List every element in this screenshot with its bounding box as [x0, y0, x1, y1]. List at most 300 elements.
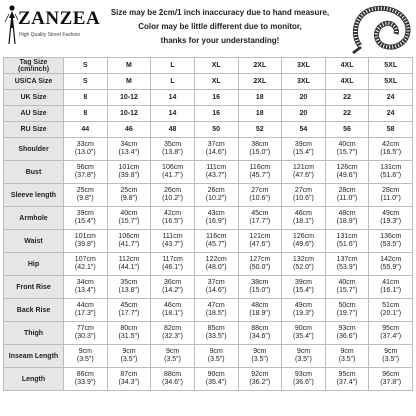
- size-value-cell: 4XL: [325, 74, 369, 90]
- row-label: UK Size: [4, 90, 64, 106]
- cm-value: 137cm: [336, 256, 358, 263]
- notice-line: Color may be little different due to monitor,: [138, 22, 302, 31]
- measurement-row: [4, 276, 413, 299]
- cm-value: 50cm: [338, 302, 356, 309]
- inch-value: (43.7"): [162, 241, 183, 248]
- cm-value: 96cm: [76, 164, 94, 171]
- measurement-cell: [282, 161, 326, 184]
- cm-value: 126cm: [292, 233, 314, 240]
- measurement-cell: [369, 253, 413, 276]
- header: [0, 0, 416, 57]
- measurement-cell: [369, 138, 413, 161]
- inch-value: (53.5"): [380, 241, 402, 248]
- measurement-cell: [194, 184, 238, 207]
- cm-value: 34cm: [76, 279, 94, 286]
- measurement-cell: [369, 368, 413, 391]
- cm-value: 40cm: [120, 210, 138, 217]
- row-label: Armhole: [4, 207, 64, 230]
- size-value-cell: 50: [194, 122, 238, 138]
- inch-value: (13.8"): [118, 287, 140, 294]
- measurement-cell: [282, 345, 326, 368]
- measurement-cell: [107, 368, 151, 391]
- size-value-cell: 54: [282, 122, 326, 138]
- row-label: Hip: [4, 253, 64, 276]
- inch-value: (51.6"): [380, 172, 402, 179]
- inch-value: (10.6"): [293, 195, 314, 202]
- measurement-cell: [107, 184, 151, 207]
- size-value-cell: L: [151, 58, 195, 74]
- inch-value: (16.9"): [205, 218, 227, 225]
- cm-value: 45cm: [120, 302, 138, 309]
- inch-value: (47.6"): [293, 172, 314, 179]
- cm-value: 36cm: [164, 279, 182, 286]
- size-value-cell: 10-12: [107, 106, 151, 122]
- row-label: Thigh: [4, 322, 64, 345]
- cm-value: 48cm: [338, 210, 356, 217]
- cm-value: 49cm: [382, 210, 400, 217]
- inch-value: (15.7"): [336, 287, 358, 294]
- measurement-cell: [282, 138, 326, 161]
- inch-value: (18.9"): [336, 218, 358, 225]
- inch-value: (10.2"): [205, 195, 227, 202]
- cm-value: 111cm: [206, 164, 227, 171]
- measurement-cell: [369, 230, 413, 253]
- measurement-row: [4, 230, 413, 253]
- cm-value: 95cm: [338, 371, 356, 378]
- size-value-cell: 52: [238, 122, 282, 138]
- inch-value: (37.4"): [380, 333, 402, 340]
- row-label: AU Size: [4, 106, 64, 122]
- row-label: Sleeve length: [4, 184, 64, 207]
- size-value-cell: 58: [369, 122, 413, 138]
- measurement-cell: [369, 276, 413, 299]
- inch-value: (39.8"): [118, 172, 140, 179]
- inch-value: (3.5"): [164, 356, 181, 363]
- measurement-cell: [64, 368, 108, 391]
- size-header-row: [4, 74, 413, 90]
- cm-value: 96cm: [382, 371, 400, 378]
- inch-value: (34.6"): [249, 333, 271, 340]
- measurement-cell: [369, 207, 413, 230]
- inch-value: (13.8"): [162, 149, 183, 156]
- cm-value: 88cm: [251, 325, 269, 332]
- inch-value: (47.6"): [249, 241, 271, 248]
- cm-value: 126cm: [336, 164, 358, 171]
- size-value-cell: S: [64, 74, 108, 90]
- cm-value: 45cm: [251, 210, 269, 217]
- measurement-cell: [369, 161, 413, 184]
- measurement-cell: [238, 276, 282, 299]
- inch-value: (51.6"): [336, 241, 358, 248]
- size-value-cell: S: [64, 58, 108, 74]
- measurement-cell: [194, 276, 238, 299]
- inch-value: (20.1"): [380, 310, 402, 317]
- size-value-cell: 8: [64, 106, 108, 122]
- measurement-row: [4, 184, 413, 207]
- measurement-row: [4, 207, 413, 230]
- measurement-row: [4, 253, 413, 276]
- measurement-cell: [325, 184, 369, 207]
- measurement-cell: [369, 322, 413, 345]
- cm-value: 35cm: [164, 141, 182, 148]
- size-value-cell: M: [107, 74, 151, 90]
- inch-value: (35.4"): [293, 333, 314, 340]
- measurement-cell: [282, 230, 326, 253]
- cm-value: 26cm: [207, 187, 225, 194]
- size-value-cell: 22: [325, 106, 369, 122]
- cm-value: 39cm: [294, 279, 312, 286]
- inch-value: (49.6"): [336, 172, 358, 179]
- inch-value: (13.4"): [118, 149, 140, 156]
- size-value-cell: 4XL: [325, 58, 369, 74]
- cm-value: 127cm: [249, 256, 271, 263]
- cm-value: 37cm: [207, 141, 225, 148]
- notice-line: Size may be 2cm/1 inch inaccuracy due to hand measure,: [110, 8, 330, 17]
- measurement-cell: [325, 299, 369, 322]
- cm-value: 111cm: [162, 233, 183, 240]
- inch-value: (41.7"): [118, 241, 140, 248]
- measurement-cell: [107, 322, 151, 345]
- inch-value: (16.1"): [380, 287, 402, 294]
- cm-value: 9cm: [165, 348, 180, 355]
- cm-value: 27cm: [251, 187, 269, 194]
- size-value-cell: 22: [325, 90, 369, 106]
- inch-value: (18.1"): [293, 218, 314, 225]
- cm-value: 33cm: [76, 141, 94, 148]
- cm-value: 38cm: [251, 279, 269, 286]
- measurement-cell: [194, 138, 238, 161]
- row-label: Waist: [4, 230, 64, 253]
- measurement-cell: [194, 161, 238, 184]
- size-value-cell: XL: [194, 74, 238, 90]
- cm-value: 77cm: [76, 325, 94, 332]
- size-value-cell: L: [151, 74, 195, 90]
- measurement-cell: [282, 253, 326, 276]
- size-value-cell: 16: [194, 90, 238, 106]
- measurement-cell: [64, 184, 108, 207]
- inch-value: (33.5"): [205, 333, 227, 340]
- measurement-cell: [369, 299, 413, 322]
- cm-value: 101cm: [118, 164, 140, 171]
- size-value-cell: 5XL: [369, 58, 413, 74]
- measurement-cell: [194, 299, 238, 322]
- measurement-cell: [238, 138, 282, 161]
- cm-value: 38cm: [251, 141, 269, 148]
- cm-value: 9cm: [340, 348, 354, 355]
- cm-value: 51cm: [382, 302, 400, 309]
- measurement-cell: [238, 345, 282, 368]
- size-value-cell: 48: [151, 122, 195, 138]
- cm-value: 27cm: [294, 187, 312, 194]
- measurement-cell: [325, 138, 369, 161]
- size-value-cell: 3XL: [282, 74, 326, 90]
- row-label: Back Rise: [4, 299, 64, 322]
- inch-value: (13.0"): [74, 149, 96, 156]
- size-value-cell: 2XL: [238, 74, 282, 90]
- row-label: Length: [4, 368, 64, 391]
- inch-value: (3.5"): [76, 356, 94, 363]
- measurement-cell: [64, 276, 108, 299]
- size-header-row: [4, 90, 413, 106]
- cm-value: 90cm: [294, 325, 312, 332]
- measurement-cell: [64, 161, 108, 184]
- size-value-cell: 10-12: [107, 90, 151, 106]
- row-label: Bust: [4, 161, 64, 184]
- measurement-cell: [194, 345, 238, 368]
- row-label: RU Size: [4, 122, 64, 138]
- inch-value: (44.1"): [118, 264, 140, 271]
- cm-value: 88cm: [164, 371, 182, 378]
- cm-value: 9cm: [296, 348, 311, 355]
- cm-value: 106cm: [162, 164, 184, 171]
- measurement-cell: [282, 299, 326, 322]
- cm-value: 43cm: [207, 210, 225, 217]
- cm-value: 92cm: [251, 371, 269, 378]
- inch-value: (19.3"): [380, 218, 402, 225]
- size-value-cell: 5XL: [369, 74, 413, 90]
- measurement-cell: [107, 161, 151, 184]
- cm-value: 9cm: [384, 348, 398, 355]
- cm-value: 122cm: [205, 256, 227, 263]
- row-label: Shoulder: [4, 138, 64, 161]
- cm-value: 35cm: [120, 279, 138, 286]
- row-label: Tag Size (cm/inch): [4, 58, 64, 74]
- measurement-cell: [151, 276, 195, 299]
- size-notice: [98, 6, 342, 48]
- size-value-cell: 18: [238, 90, 282, 106]
- inch-value: (15.0"): [249, 287, 271, 294]
- inch-value: (35.4"): [205, 379, 227, 386]
- measurement-cell: [107, 345, 151, 368]
- inch-value: (52.0"): [293, 264, 314, 271]
- measurement-cell: [151, 253, 195, 276]
- inch-value: (45.7"): [249, 172, 271, 179]
- measurement-cell: [238, 230, 282, 253]
- size-value-cell: 24: [369, 106, 413, 122]
- inch-value: (3.5"): [294, 356, 312, 363]
- cm-value: 87cm: [120, 371, 138, 378]
- row-label: US/CA Size: [4, 74, 64, 90]
- measurement-cell: [151, 322, 195, 345]
- measurement-cell: [194, 230, 238, 253]
- measurement-cell: [151, 184, 195, 207]
- inch-value: (15.7"): [118, 218, 140, 225]
- measurement-cell: [194, 368, 238, 391]
- measurement-cell: [107, 299, 151, 322]
- measurement-cell: [282, 276, 326, 299]
- size-value-cell: 8: [64, 90, 108, 106]
- measurement-cell: [194, 207, 238, 230]
- measurement-cell: [282, 184, 326, 207]
- measurement-cell: [151, 161, 195, 184]
- measurement-cell: [151, 299, 195, 322]
- size-chart-table: [3, 57, 413, 391]
- size-value-cell: 20: [282, 106, 326, 122]
- size-value-cell: XL: [194, 58, 238, 74]
- measurement-cell: [325, 368, 369, 391]
- size-value-cell: 3XL: [282, 58, 326, 74]
- measurement-cell: [282, 368, 326, 391]
- brand-logo: [4, 4, 101, 54]
- measurement-row: [4, 322, 413, 345]
- cm-value: 9cm: [78, 348, 92, 355]
- cm-value: 47cm: [207, 302, 225, 309]
- size-value-cell: 14: [151, 106, 195, 122]
- cm-value: 26cm: [164, 187, 182, 194]
- cm-value: 9cm: [253, 348, 267, 355]
- cm-value: 106cm: [118, 233, 140, 240]
- measurement-cell: [325, 230, 369, 253]
- inch-value: (9.8"): [120, 195, 138, 202]
- measurement-cell: [64, 230, 108, 253]
- inch-value: (14.2"): [162, 287, 183, 294]
- cm-value: 42cm: [382, 141, 400, 148]
- measurement-row: [4, 138, 413, 161]
- inch-value: (46.1"): [162, 264, 183, 271]
- inch-value: (36.6"): [293, 379, 314, 386]
- cm-value: 85cm: [207, 325, 225, 332]
- measurement-cell: [325, 161, 369, 184]
- measurement-row: [4, 368, 413, 391]
- cm-value: 25cm: [120, 187, 138, 194]
- measurement-cell: [282, 207, 326, 230]
- cm-value: 131cm: [336, 233, 358, 240]
- measurement-cell: [282, 322, 326, 345]
- inch-value: (10.6"): [249, 195, 271, 202]
- notice-line: thanks for your understanding!: [160, 36, 280, 45]
- inch-value: (39.8"): [74, 241, 96, 248]
- measuring-tape-icon: [350, 2, 412, 56]
- inch-value: (16.5"): [162, 218, 183, 225]
- cm-value: 46cm: [294, 210, 312, 217]
- cm-value: 41cm: [382, 279, 400, 286]
- measurement-cell: [151, 230, 195, 253]
- cm-value: 142cm: [380, 256, 402, 263]
- cm-value: 39cm: [294, 141, 312, 148]
- size-value-cell: 20: [282, 90, 326, 106]
- measurement-cell: [151, 138, 195, 161]
- cm-value: 121cm: [292, 164, 314, 171]
- measurement-cell: [194, 322, 238, 345]
- inch-value: (10.2"): [162, 195, 183, 202]
- inch-value: (18.5"): [205, 310, 227, 317]
- inch-value: (15.0"): [249, 149, 271, 156]
- measurement-cell: [107, 230, 151, 253]
- inch-value: (3.5"): [251, 356, 269, 363]
- cm-value: 112cm: [118, 256, 140, 263]
- inch-value: (11.0"): [336, 195, 358, 202]
- size-header-row: [4, 106, 413, 122]
- inch-value: (37.8"): [74, 172, 96, 179]
- inch-value: (19.7"): [336, 310, 358, 317]
- measurement-cell: [238, 207, 282, 230]
- cm-value: 42cm: [164, 210, 182, 217]
- inch-value: (3.5"): [207, 356, 225, 363]
- inch-value: (15.4"): [74, 218, 96, 225]
- inch-value: (3.5"): [382, 356, 400, 363]
- measurement-cell: [107, 207, 151, 230]
- inch-value: (32.3"): [162, 333, 183, 340]
- cm-value: 44cm: [76, 302, 94, 309]
- measurement-row: [4, 345, 413, 368]
- row-label: Front Rise: [4, 276, 64, 299]
- inch-value: (13.4"): [74, 287, 96, 294]
- inch-value: (11.0"): [380, 195, 401, 202]
- inch-value: (36.2"): [249, 379, 271, 386]
- inch-value: (45.7"): [205, 241, 227, 248]
- measurement-cell: [238, 322, 282, 345]
- cm-value: 131cm: [380, 164, 402, 171]
- measurement-cell: [194, 253, 238, 276]
- inch-value: (3.5"): [120, 356, 138, 363]
- measurement-cell: [64, 138, 108, 161]
- measurement-cell: [64, 299, 108, 322]
- inch-value: (30.3"): [74, 333, 96, 340]
- inch-value: (37.8"): [380, 379, 402, 386]
- measurement-cell: [369, 345, 413, 368]
- brand-name: ZANZEA: [18, 8, 101, 29]
- inch-value: (42.1"): [74, 264, 96, 271]
- inch-value: (14.6"): [205, 287, 227, 294]
- measurement-cell: [238, 368, 282, 391]
- measurement-cell: [151, 345, 195, 368]
- inch-value: (48.0"): [205, 264, 227, 271]
- measurement-cell: [151, 368, 195, 391]
- inch-value: (33.9"): [74, 379, 96, 386]
- cm-value: 25cm: [76, 187, 94, 194]
- inch-value: (34.3"): [118, 379, 140, 386]
- cm-value: 49cm: [294, 302, 312, 309]
- inch-value: (14.6"): [205, 149, 227, 156]
- inch-value: (18.1"): [162, 310, 183, 317]
- measurement-cell: [151, 207, 195, 230]
- size-value-cell: 46: [107, 122, 151, 138]
- inch-value: (17.7"): [118, 310, 140, 317]
- measurement-cell: [107, 276, 151, 299]
- cm-value: 86cm: [76, 371, 94, 378]
- measurement-cell: [369, 184, 413, 207]
- size-value-cell: 56: [325, 122, 369, 138]
- inch-value: (17.7"): [249, 218, 271, 225]
- inch-value: (18.9"): [249, 310, 271, 317]
- measurement-cell: [64, 253, 108, 276]
- brand-tagline: High Quality Street Fashion: [19, 32, 81, 38]
- cm-value: 82cm: [164, 325, 182, 332]
- measurement-cell: [64, 345, 108, 368]
- size-value-cell: 14: [151, 90, 195, 106]
- cm-value: 95cm: [382, 325, 400, 332]
- inch-value: (43.7"): [205, 172, 227, 179]
- cm-value: 28cm: [382, 187, 400, 194]
- size-value-cell: 44: [64, 122, 108, 138]
- measurement-cell: [238, 161, 282, 184]
- size-value-cell: M: [107, 58, 151, 74]
- cm-value: 28cm: [338, 187, 356, 194]
- cm-value: 37cm: [207, 279, 225, 286]
- inch-value: (41.7"): [162, 172, 183, 179]
- cm-value: 132cm: [292, 256, 314, 263]
- measurement-row: [4, 299, 413, 322]
- cm-value: 107cm: [74, 256, 96, 263]
- inch-value: (53.9"): [336, 264, 358, 271]
- inch-value: (16.5"): [380, 149, 402, 156]
- measurement-cell: [64, 322, 108, 345]
- cm-value: 46cm: [164, 302, 182, 309]
- cm-value: 40cm: [338, 279, 356, 286]
- cm-value: 93cm: [338, 325, 356, 332]
- size-value-cell: 16: [194, 106, 238, 122]
- inch-value: (31.5"): [118, 333, 140, 340]
